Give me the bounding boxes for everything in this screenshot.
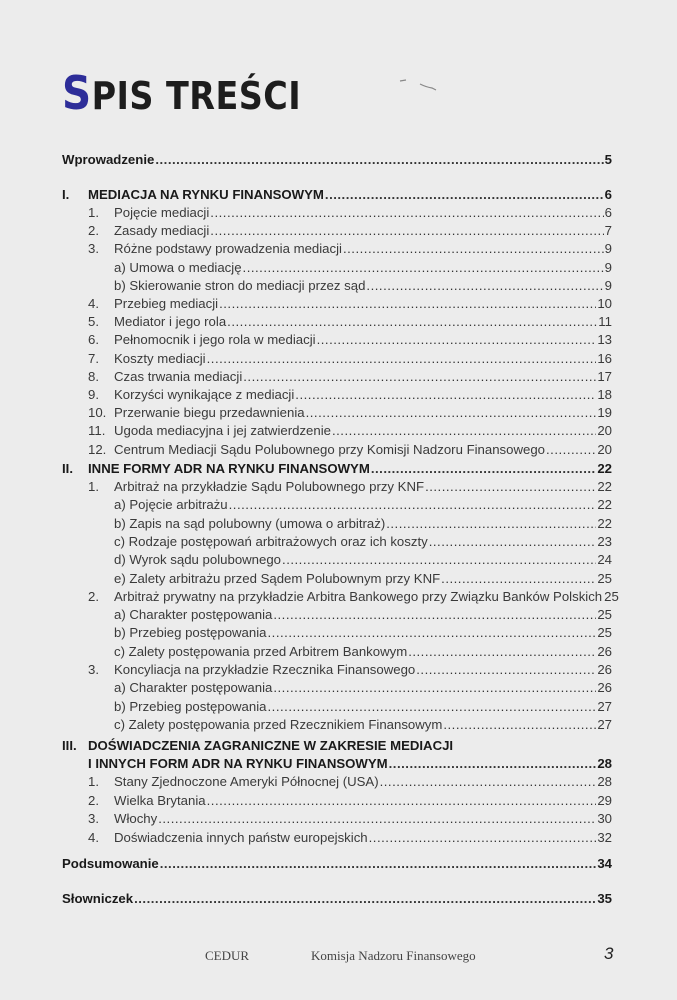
dot-leader: [425, 478, 596, 496]
dot-leader: [380, 773, 597, 791]
entry-page: 30: [597, 811, 612, 826]
toc-entry[interactable]: [62, 661, 612, 679]
entry-label: Arbitraż na przykładzie Sądu Polubownego przy KNF: [114, 479, 425, 494]
entry-page: 34: [597, 856, 612, 871]
toc-entry-summary[interactable]: [62, 855, 612, 873]
toc-entry[interactable]: [62, 792, 612, 810]
entry-label: Pojęcie mediacji: [114, 205, 210, 220]
dot-leader: [229, 496, 597, 514]
entry-label: b) Przebieg postępowania: [114, 698, 267, 714]
dot-leader: [155, 151, 603, 169]
entry-label: Włochy: [114, 811, 158, 826]
entry-label: Zasady mediacji: [114, 223, 210, 239]
entry-label: Koncyliacja na przykładzie Rzecznika Finansowego: [114, 662, 416, 677]
entry-number: 3.: [88, 241, 99, 257]
dot-leader: [273, 679, 596, 697]
entry-label: INNE FORMY ADR NA RYNKU FINANSOWYM: [88, 461, 370, 476]
toc-subentry[interactable]: [62, 496, 612, 514]
dot-leader: [317, 331, 597, 349]
entry-label: Przerwanie biegu przedawnienia: [114, 405, 305, 421]
dot-leader: [227, 313, 597, 331]
dot-leader: [343, 240, 604, 258]
dot-leader: [207, 792, 597, 810]
entry-label: Korzyści wynikające z mediacji: [114, 387, 295, 402]
toc-entry[interactable]: [62, 422, 612, 440]
entry-page: 25: [597, 625, 612, 641]
entry-label: Arbitraż prywatny na przykładzie Arbitra Bankowego przy Związku Banków Polskich: [114, 588, 603, 604]
entry-page: 35: [597, 891, 612, 906]
dot-leader: [210, 204, 603, 222]
toc-entry[interactable]: [62, 350, 612, 368]
entry-label: Koszty mediacji: [114, 350, 206, 366]
toc-subentry[interactable]: [62, 570, 612, 588]
entry-page: 32: [597, 829, 612, 845]
entry-page: 6: [604, 205, 612, 220]
entry-number: 3.: [88, 662, 99, 677]
entry-page: 22: [597, 515, 612, 531]
entry-label: b) Skierowanie stron do mediacji przez sąd: [114, 277, 366, 293]
toc-entry[interactable]: [62, 829, 612, 847]
entry-label: a) Pojęcie arbitrażu: [114, 497, 228, 513]
entry-page: 6: [604, 187, 612, 202]
entry-number: 1.: [88, 774, 99, 789]
entry-label: e) Zalety arbitrażu przed Sądem Polubownym przy KNF: [114, 570, 441, 586]
toc-subentry[interactable]: [62, 679, 612, 697]
entry-label: Podsumowanie: [62, 856, 159, 871]
toc-subentry[interactable]: [62, 624, 612, 642]
entry-page: 25: [597, 607, 612, 623]
toc-subentry[interactable]: [62, 643, 612, 661]
entry-number: 7.: [88, 350, 99, 366]
entry-label: Doświadczenia innych państw europejskich: [114, 829, 368, 845]
dot-leader: [389, 755, 597, 773]
entry-label: Pełnomocnik i jego rola w mediacji: [114, 332, 316, 348]
entry-page: 17: [597, 368, 612, 384]
entry-page: 26: [597, 662, 612, 677]
title-initial: S: [62, 66, 92, 120]
toc-entry[interactable]: [62, 368, 612, 386]
entry-label: Mediator i jego rola: [114, 314, 227, 330]
dot-leader: [160, 855, 597, 873]
toc-entry[interactable]: [62, 588, 619, 606]
toc-entry[interactable]: [62, 331, 612, 349]
dot-leader: [386, 515, 596, 533]
toc-entry[interactable]: [62, 313, 612, 331]
toc-entry[interactable]: [62, 810, 612, 828]
entry-label: c) Zalety postępowania przed Arbitrem Bankowym: [114, 643, 408, 659]
dot-leader: [408, 643, 596, 661]
entry-label: b) Przebieg postępowania: [114, 625, 267, 641]
dot-leader: [268, 698, 597, 716]
entry-page: 22: [597, 479, 612, 494]
entry-label: d) Wyrok sądu polubownego: [114, 552, 282, 568]
toc-entry[interactable]: [62, 404, 612, 422]
entry-page: 22: [597, 461, 612, 476]
entry-page: 5: [604, 152, 612, 167]
entry-page: 11: [598, 314, 612, 330]
entry-page: 23: [597, 533, 612, 549]
entry-page: 9: [604, 241, 612, 257]
entry-number: III.: [62, 738, 77, 753]
toc-subentry[interactable]: [62, 533, 612, 551]
entry-label: MEDIACJA NA RYNKU FINANSOWYM: [88, 187, 324, 202]
entry-number: 4.: [88, 829, 99, 845]
entry-label: c) Rodzaje postępowań arbitrażowych oraz ich koszty: [114, 533, 428, 549]
dot-leader: [371, 460, 597, 478]
entry-page: 26: [597, 680, 612, 696]
entry-page: 16: [597, 350, 612, 366]
toc-entry[interactable]: [62, 222, 612, 240]
dot-leader: [219, 295, 596, 313]
dot-leader: [268, 624, 597, 642]
toc-chapter-3[interactable]: [62, 755, 612, 773]
dot-leader: [325, 186, 604, 204]
entry-number: 3.: [88, 811, 99, 826]
toc-entry-glossary[interactable]: [62, 890, 612, 908]
dot-leader: [134, 890, 596, 908]
dot-leader: [207, 350, 597, 368]
dot-leader: [295, 386, 596, 404]
entry-page: 18: [597, 387, 612, 402]
toc-entry-intro[interactable]: [62, 151, 612, 169]
entry-number: 12.: [88, 441, 107, 457]
entry-number: 6.: [88, 332, 99, 348]
dot-leader: [366, 277, 603, 295]
dot-leader: [273, 606, 596, 624]
entry-label: c) Zalety postępowania przed Rzecznikiem Finansowym: [114, 716, 443, 732]
entry-number: 8.: [88, 368, 99, 384]
dot-leader: [243, 259, 604, 277]
dot-leader: [158, 810, 596, 828]
toc-chapter-3-heading[interactable]: [62, 737, 612, 755]
entry-page: 29: [597, 792, 612, 808]
entry-number: 11.: [88, 423, 106, 439]
entry-page: 13: [597, 332, 612, 348]
dot-leader: [441, 570, 596, 588]
entry-label: Różne podstawy prowadzenia mediacji: [114, 241, 342, 257]
scan-smudge: [398, 78, 438, 92]
toc-entry[interactable]: [62, 204, 612, 222]
entry-label: Czas trwania mediacji: [114, 368, 243, 384]
page-number: 3: [604, 944, 614, 963]
entry-page: 19: [597, 405, 612, 421]
dot-leader: [443, 716, 596, 734]
entry-number: 10.: [88, 405, 107, 421]
toc-chapter-1[interactable]: [62, 186, 612, 204]
entry-label: b) Zapis na sąd polubowny (umowa o arbitraż): [114, 515, 386, 531]
entry-number: 1.: [88, 205, 99, 220]
entry-number: 2.: [88, 223, 99, 239]
entry-number: 2.: [88, 792, 99, 808]
entry-page: 10: [597, 296, 612, 311]
dot-leader: [416, 661, 596, 679]
dot-leader: [243, 368, 596, 386]
entry-page: 20: [597, 423, 612, 439]
entry-label: Wielka Brytania: [114, 792, 206, 808]
entry-page: 28: [597, 774, 612, 789]
toc-entry[interactable]: [62, 441, 612, 459]
entry-page: 28: [597, 756, 612, 771]
entry-label: Ugoda mediacyjna i jej zatwierdzenie: [114, 423, 331, 439]
toc-entry[interactable]: [62, 478, 612, 496]
dot-leader: [429, 533, 597, 551]
entry-number: I.: [62, 187, 70, 202]
toc-subentry[interactable]: [62, 716, 612, 734]
toc-subentry[interactable]: [62, 277, 612, 295]
entry-page: 25: [597, 570, 612, 586]
dot-leader: [546, 441, 596, 459]
toc-subentry[interactable]: [62, 259, 612, 277]
footer-institution: Komisja Nadzoru Finansowego: [311, 948, 476, 963]
entry-label: Słowniczek: [62, 891, 134, 906]
entry-page: 26: [597, 643, 612, 659]
entry-label: a) Umowa o mediację: [114, 259, 242, 275]
entry-label: Przebieg mediacji: [114, 296, 219, 311]
entry-label: Stany Zjednoczone Ameryki Północnej (USA): [114, 774, 379, 789]
entry-page: 22: [597, 497, 612, 513]
toc-subentry[interactable]: [62, 515, 612, 533]
entry-number: 9.: [88, 387, 99, 402]
toc-subentry[interactable]: [62, 551, 612, 569]
title-rest: PIS TREŚCI: [91, 74, 302, 118]
entry-number: 2.: [88, 588, 99, 604]
dot-leader: [332, 422, 596, 440]
footer-publisher: CEDUR: [205, 948, 250, 963]
entry-number: 5.: [88, 314, 99, 330]
toc-chapter-2[interactable]: [62, 460, 612, 478]
entry-number: 1.: [88, 479, 99, 494]
entry-page: 25: [604, 588, 619, 604]
toc-entry[interactable]: [62, 773, 612, 791]
entry-page: 27: [597, 716, 612, 732]
dot-leader: [210, 222, 603, 240]
toc-entry[interactable]: [62, 240, 612, 258]
entry-page: 20: [597, 441, 612, 457]
toc-subentry[interactable]: [62, 606, 612, 624]
entry-page: 24: [597, 552, 612, 568]
dot-leader: [369, 829, 597, 847]
entry-page: 9: [604, 259, 612, 275]
entry-label: Centrum Mediacji Sądu Polubownego przy Komisji Nadzoru Finansowego: [114, 441, 546, 457]
entry-label: Wprowadzenie: [62, 152, 155, 167]
toc-subentry[interactable]: [62, 698, 612, 716]
page-title: [62, 66, 301, 120]
toc-entry[interactable]: [62, 386, 612, 404]
entry-page: 7: [604, 223, 612, 239]
dot-leader: [306, 404, 597, 422]
entry-page: 27: [597, 698, 612, 714]
entry-label: DOŚWIADCZENIA ZAGRANICZNE W ZAKRESIE MEDIACJI: [88, 738, 454, 753]
entry-page: 9: [604, 277, 612, 293]
entry-number: II.: [62, 461, 73, 476]
entry-label: a) Charakter postępowania: [114, 680, 273, 696]
entry-number: 4.: [88, 296, 99, 311]
toc-entry[interactable]: [62, 295, 612, 313]
dot-leader: [282, 551, 596, 569]
entry-label: I INNYCH FORM ADR NA RYNKU FINANSOWYM: [88, 756, 388, 771]
entry-label: a) Charakter postępowania: [114, 607, 273, 623]
